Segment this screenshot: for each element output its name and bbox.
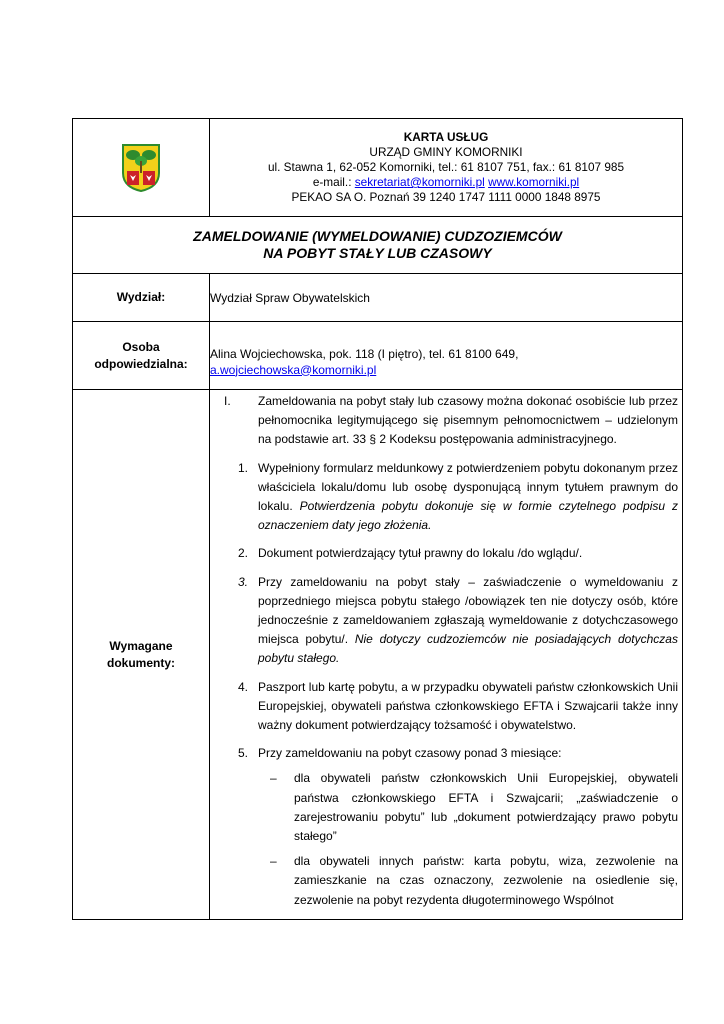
crest-cell: [73, 119, 210, 217]
document-subitem: [210, 769, 678, 846]
document-item-number: 4.: [238, 679, 249, 694]
intro-number: I.: [224, 394, 231, 408]
documents-label: [73, 390, 210, 920]
sub-items: [210, 769, 678, 909]
document-item-number: 2.: [238, 546, 249, 561]
department-label: Wydział:: [73, 274, 210, 322]
intro-paragraph: [210, 390, 678, 450]
documents-label-line1: Wymagane: [109, 638, 173, 653]
komorniki-crest-icon: [121, 143, 161, 193]
service-card-table: [72, 118, 683, 920]
responsible-email-link[interactable]: a.wojciechowska@komorniki.pl: [210, 362, 377, 377]
document-item-text: [258, 678, 678, 736]
document-item: [210, 573, 678, 669]
document-subitem-text: dla obywateli państw członkowskich Unii Europejskiej, obywateli państwa członkowskiego EFTA i Szwajcarii; „zaświadczenie o zarejestrowaniu pobytu” lub „dokument potwierdzający prawo pobytu stałego”: [294, 771, 678, 844]
document-item-text: [258, 459, 678, 536]
document-item-plain: Wypełniony formularz meldunkowy z potwierdzeniem pobytu dokonanym przez właściciela lokalu/domu lub osobę dysponującą innym tytułem prawnym do lokalu.: [258, 460, 678, 514]
document-item-number: 3.: [238, 574, 249, 589]
responsible-label-line2: odpowiedzialna:: [94, 356, 188, 371]
document-item-note: Potwierdzenia pobytu dokonuje się w formie czytelnego podpisu z oznaczeniem daty jego złożenia.: [258, 499, 678, 533]
document-item-text: [258, 744, 678, 763]
service-title-line1: ZAMELDOWANIE (WYMELDOWANIE) CUDZOZIEMCÓW: [193, 228, 562, 244]
responsible-label-line1: Osoba: [122, 339, 160, 354]
dash-bullet: –: [270, 854, 277, 869]
document-item-plain: Paszport lub kartę pobytu, a w przypadku obywateli państw członkowskich Unii Europejskiej, obywateli państwa członkowskiego EFTA i Szwajcarii także inny ważny dokument potwierdzający tożsamość i obywatelstwo.: [258, 679, 678, 733]
bank-account: PEKAO SA O. Poznań 39 1240 1747 1111 0000 1848 8975: [291, 190, 601, 204]
document-item-number: 5.: [238, 746, 249, 761]
intro-text: Zameldowania na pobyt stały lub czasowy można dokonać osobiście lub przez pełnomocnika legitymującego się pisemnym pełnomocnictwem – udzielonym na podstawie art. 33 § 2 Kodeksu postępowania administracyjnego.: [258, 394, 678, 447]
office-header: [210, 119, 683, 217]
email-label: e-mail.:: [312, 175, 352, 189]
department-value: Wydział Spraw Obywatelskich: [210, 274, 683, 322]
responsible-person: Alina Wojciechowska, pok. 118 (I piętro), tel. 61 8100 649,: [210, 346, 519, 361]
responsible-label: [73, 322, 210, 390]
document-item-text: [258, 573, 678, 669]
document-item-text: [258, 544, 678, 563]
responsible-value: [210, 322, 683, 390]
dash-bullet: –: [270, 771, 277, 786]
office-website-link[interactable]: www.komorniki.pl: [488, 175, 580, 189]
document-subitem: [210, 852, 678, 910]
card-title: KARTA USŁUG: [403, 130, 489, 144]
document-item: [210, 744, 678, 763]
document-item-plain: Przy zameldowaniu na pobyt czasowy ponad 3 miesiące:: [258, 746, 562, 761]
document-item-note: Nie dotyczy cudzoziemców nie posiadających dotychczas pobytu stałego.: [258, 632, 678, 666]
documents-label-line2: dokumenty:: [106, 655, 175, 670]
document-item: [210, 544, 678, 563]
document-item: [210, 678, 678, 736]
office-email-link[interactable]: sekretariat@komorniki.pl: [354, 175, 485, 189]
office-address: ul. Stawna 1, 62-052 Komorniki, tel.: 61 8107 751, fax.: 61 8107 985: [267, 160, 625, 174]
document-item: [210, 459, 678, 536]
document-subitem-text: dla obywateli innych państw: karta pobytu, wiza, zezwolenie na zamieszkanie na czas oznaczony, zezwolenie na osiedlenie się, zezwolenie na pobyt rezydenta długoterminowego Wspólnot: [294, 854, 678, 907]
documents-list: [210, 390, 683, 920]
office-name: URZĄD GMINY KOMORNIKI: [369, 145, 523, 159]
document-item-number: 1.: [238, 460, 249, 475]
numbered-items: [210, 459, 678, 764]
document-item-plain: Dokument potwierdzający tytuł prawny do lokalu /do wglądu/.: [258, 546, 583, 561]
service-title: [73, 217, 683, 274]
document-item-plain: Przy zameldowaniu na pobyt stały – zaświadczenie o wymeldowaniu z poprzedniego miejsca pobytu stałego /obowiązek ten nie dotyczy osób, które jednocześnie z zameldowaniem zgłaszają wymeldowanie z dotychczasowego miejsca pobytu/.: [258, 574, 678, 647]
service-title-line2: NA POBYT STAŁY LUB CZASOWY: [263, 245, 492, 261]
office-contact: [210, 175, 682, 190]
